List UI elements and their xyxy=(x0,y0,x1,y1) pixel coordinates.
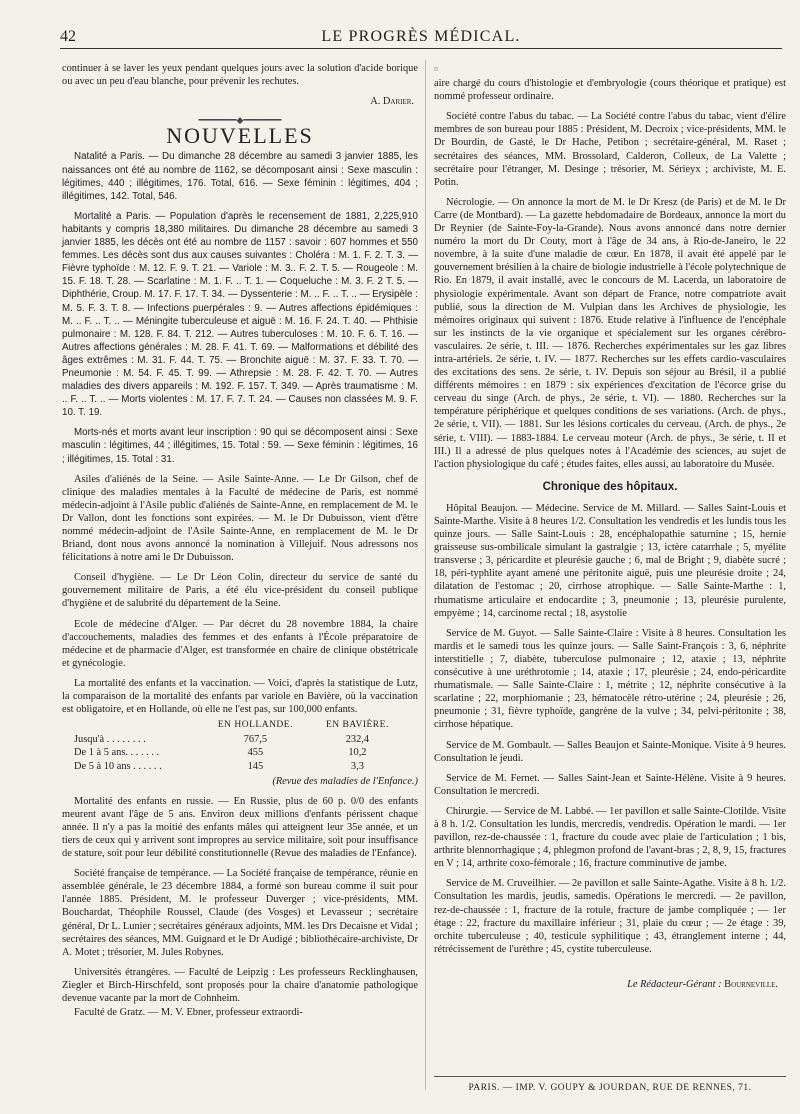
table-cell: 767,5 xyxy=(243,734,268,746)
journal-title: LE PROGRÈS MÉDICAL. xyxy=(321,28,521,45)
vaccination-table xyxy=(74,718,404,772)
section-heading-chronique: Chronique des hôpitaux. xyxy=(542,480,678,493)
table-cell: Jusqu'à . . . . . . . . xyxy=(74,734,146,746)
item-labbe: Chirurgie. — Service de M. Labbé. — 1er pavillon et salle Sainte-Clotilde. Visite à 8 h. 1/2. Consultation les lundis, mercredis, vendredis. Opération le mardi. — 1er pavillon, rez-de-chaussée : 1, fracture du coude avec plaie de l'articulation ; 1 bis, arthrite blennorrhagique ; 4, phlegmon profond de l'avant-bras ; 2, 8, 9, 15, fractures en V ; 14, arthrite coxo-fémorale ; 16, fracture comminutive de jambe. xyxy=(434,805,786,870)
item-necrologie: Nécrologie. — On annonce la mort de M. le Dr Kresz (de Paris) et de M. le Dr Carre (de Montbard). — La gazette hebdomadaire de Bordeaux, annonce la mort du Dr Reynier (de Sainte-Foy-la-Grande). Nous avons annoncé dans notre dernier numéro la mort du Dr Couty, mort à l'âge de 34 ans, à Rio-de-Janeiro, le 22 novembre, à la suite d'une maladie de cœur. En 1878, il avait été appelé par le gouvernement brésilien à la chaire de biologie industrielle à l'école polytechnique de Rio. En 1879, il avait installé, avec le concours de M. Lacerda, un laboratoire de physiologie expérimentale. Avant son départ de France, notre compatriote avait publié, sous la direction de M. Vulpian dans les Archives de physiologie, les mémoires originaux qui suivent : 1876. Etude relative à l'influence de l'encéphale sur les instincts de la vie organique et spécialement sur les organes cérébro-vasculaires. 2e série, t. III. — 1876. Recherches expérimentales sur les gaz libres intra-artériels. 2e série, t. IV. — 1877. Recherches sur les effets cardio-vasculaires des excitations des sens. 2e série, t. IV. Depuis son séjour au Brésil, il a publié différents mémoires : en 1879 : six expériences d'excitation de l'écorce grise du cerveau du singe (Arch. de phys., 2e série, t. VI). — 1880. Recherches sur la température périphérique et quelques conditions de ses variations. (Arch. de phys., 2e série, t. VII). — 1881. Sur les lésions corticales du cerveau. (Arch. de phys., 2e série, t. VIII). — 1883-1884. Le cerveau moteur (Arch. de phys., 3e série, t. II et III.) Il a adressé de plus quelques notes à l'Académie des sciences, au sujet de l'action physiologique du café ; études faites, elles aussi, au laboratoire du Musée. xyxy=(434,196,786,470)
table-cell: 3,3 xyxy=(350,760,364,772)
item-temperance: Société française de tempérance. — La Société française de tempérance, réunie en assemblée générale, le 23 décembre 1884, a formé son bureau comme il suit pour l'année 1885. Président, M. le professeur Duverger ; vice-présidents, MM. Bouchardat, Théophile Roussel, Claude (des Vosges) et Levasseur ; secrétaire général, Dr L. Lunier ; secrétaires généraux adjoints, MM. les Drs Decaisne et Vidal ; secrétaires des séances, MM. Guignard et le Dr Audigé ; bibliothécaire-archiviste, Dr A. Motet ; trésorier, M. Jules Robynes. xyxy=(62,868,418,958)
item-continuation: aire chargé du cours d'histologie et d'embryologie (cours théorique et pratique) est nommé professeur ordinaire. xyxy=(434,78,786,103)
editor-signature xyxy=(434,978,778,991)
section-heading-nouvelles: NOUVELLES xyxy=(166,123,314,149)
table-source: (Revue des maladies de l'Enfance.) xyxy=(272,775,418,787)
table-header xyxy=(74,718,200,733)
item-asiles: Asiles d'aliénés de la Seine. — Asile Sainte-Anne. — Le Dr Gilson, chef de clinique des maladies mentales à la Faculté de médecine de Paris, est nommé médecin-adjoint à l'Asile public d'aliénés de Sainte-Anne, en remplacement de M. le Dr Vallon, dont les fonctions sont expirées. — M. le Dr Dubuisson, vient d'être nommé médecin-adjoint de l'Asile Sainte-Anne, en remplacement de M. le Dr Briand, dont nous avons annoncé la nomination à Villejuif. Nous adressons nos félicitations à notre ami le Dr Dubuisson. xyxy=(62,473,418,564)
editor-name: Bourneville. xyxy=(724,978,778,990)
table-header: EN HOLLANDE. xyxy=(217,720,293,731)
page-number: 42 xyxy=(60,28,76,45)
item-conseil-hygiene: Conseil d'hygiène. — Le Dr Léon Colin, directeur du service de santé du gouvernement militaire de Paris, a été élu vice-président du conseil publique d'hygiène et de salubrité du département de la Seine. xyxy=(62,572,418,610)
table-cell: 455 xyxy=(247,747,264,759)
item-vaccination: La mortalité des enfants et la vaccination. — Voici, d'après la statistique de Lutz, la comparaison de la mortalité des enfants par variole en Bavière, où la vaccination est obligatoire, et en Hollande, où elle ne l'est pas, sur 100,000 enfants. xyxy=(62,677,418,716)
table-row xyxy=(74,760,404,773)
table-cell: De 1 à 5 ans. . . . . . . xyxy=(74,747,160,759)
item-abus-tabac: Société contre l'abus du tabac. — La Société contre l'abus du tabac, vient d'élire membres de son bureau pour 1885 : Président, M. Decroix ; vice-présidents, MM. le Dr Bourdin, de Gasté, le Dr Hache, Petibon ; secrétaire-général, M. Raset ; secrétaires des séances, MM. Brossolard, Calderon, Colleux, de La Valette ; secrétaire pour l'étranger, M. Desinge ; trésorier, M. Sérieyx ; archiviste, M. E. Potin. xyxy=(434,111,786,188)
item-cruveilhier: Service de M. Cruveilhier. — 2e pavillon et salle Sainte-Agathe. Visite à 8 h. 1/2. Consultation les mardis, jeudis, samedis. Opérations le mercredi. — 2e pavillon, rez-de-chaussée : 1, fracture de la rotule, fracture de jambe compliquée ; — 1er étage : 22, fracture du maxillaire inférieur ; 31, plaie du cœur ; — 2e étage : 39, orchite tuberculeuse ; 40, testicule syphilitique ; 43, étranglement interne ; 44, rétrécissement de l'urèthre ; 45, cystite tuberculeuse. xyxy=(434,878,786,955)
item-universites: Universités étrangères. — Faculté de Leipzig : Les professeurs Recklinghausen, Ziegler et Birch-Hirschfeld, sont proposés pour la chaire d'anatomie pathologique devenue vacante par la mort de Cohnheim. xyxy=(62,966,418,1004)
table-header: EN BAVIÈRE. xyxy=(325,720,389,731)
item-mortalite: Mortalité a Paris. — Population d'après le recensement de 1881, 2,225,910 habitants y compris 18,380 militaires. Du dimanche 28 décembre au samedi 3 janvier 1885, les décès ont été au nombre de 1157 : savoir : 607 hommes et 550 femmes. Les décès sont dus aux causes suivantes : Choléra : M. 1. F. 2. T. 3. — Fièvre typhoïde : M. 12. F. 9. T. 21. — Variole : M. 3.. F. 2. T. 5. — Rougeole : M. 15. F. 18. T. 28. — Scarlatine : M. 1. F. .. T. 1. — Coqueluche : M. 3. F. 2 T. 5. — Diphthérie, Croup. M. 17. F. 17. T. 34. — Dyssenterie : M. .. F. .. T. .. — Erysipèle : M. 5. F. 3. T. 8. — Infections puerpérales : 9. — Autres affections épidémiques : M. .. F. .. T. .. — Méningite tuberculeuse et aiguë : M. 16. F. 24. T. 40. — Phthisie pulmonaire : M. 128. F. 84. T. 212. — Autres tuberculoses : M. 10. F. 6. T. 16. — Autres affections générales : M. 28. F. 41. T. 69. — Malformations et débilité des âges extrêmes : M. 31. F. 44. T. 75. — Bronchite aiguë : M. 37. F. 33. T. 70. — Pneumonie : M. 54. F. 45. T. 99. — Athrepsie : M. 28. F. 42. T. 70. — Autres maladies des divers appareils : M. 192. F. 157. T. 349. — Après traumatisme : M. .. F. .. T. .. — Morts violentes : M. 17. F. 7. T. 24. — Causes non classées M. 9. F. 10. T. 19. xyxy=(62,210,418,419)
table-cell: 145 xyxy=(247,760,264,772)
table-cell: 10,2 xyxy=(348,747,367,759)
table-row xyxy=(74,746,404,759)
right-column xyxy=(434,62,786,991)
item-fernet: Service de M. Fernet. — Salles Saint-Jean et Sainte-Hélène. Visite à 9 heures. Consultation le mercredi. xyxy=(434,772,786,797)
author-signature: A. Darier. xyxy=(370,96,414,108)
item-ecole-alger: Ecole de médecine d'Alger. — Par décret du 28 novembre 1884, la chaire d'accouchements, maladies des femmes et des enfants à l'École préparatoire de médecine et de pharmacie d'Alger, est transformée en chaire de clinique obstétricale et gynécologie. xyxy=(62,618,418,669)
item-russie: Mortalité des enfants en russie. — En Russie, plus de 60 p. 0/0 des enfants meurent avant l'âge de 5 ans. Environ deux millions d'enfants périssent chaque année. Il n'y a pas la moitié des enfants mâles qui atteignent leur 35e année, et un tiers de ceux qui y arrivent sont impropres au service militaire, soit pour insuffisance de stature, soit pour leur débilité constitutionnelle (Revue des maladies de l'Enfance). xyxy=(62,795,418,860)
printer-imprint: PARIS. — IMP. V. GOUPY & JOURDAN, RUE DE RENNES, 71. xyxy=(434,1076,786,1093)
table-cell: De 5 à 10 ans . . . . . . xyxy=(74,760,162,772)
item-natalite: Natalité a Paris. — Du dimanche 28 décembre au samedi 3 janvier 1885, les naissances ont été au nombre de 1162, se décomposant ainsi : Sexe masculin : légitimes, 440 ; illégitimes, 176. Total, 616. — Sexe féminin : légitimes, 404 ; illégitimes, 142. Total, 546. xyxy=(62,151,418,202)
item-beaujon: Hôpital Beaujon. — Médecine. Service de M. Millard. — Salles Saint-Louis et Sainte-Marthe. Visite à 8 heures 1/2. Consultation les vendredis et les lundis tous les quinze jours. — Salle Saint-Louis : 28, encéphalopathie saturnine ; 15, hernie graisseuse sus-ombilicale simulant la gastralgie ; 13, ictère catarrhale ; 5, myélite transverse ; 3, péricardite et pleurésie gauche ; 6, mal de Bright ; 9, diabète sucré ; 18, péri-typhlite ayant amené une péritonite aiguë, puis une pleurésie droite ; 24, dilatation de l'estomac ; 20, cirrhose atrophique. — Salle Sainte-Marthe : 1, rhumatisme articulaire et endocardite ; 3, pneumonie ; 13, pleurésie purulente, empyème ; 14, carcinome rectal ; 18, asystolie xyxy=(434,502,786,619)
page-mark: n xyxy=(434,64,438,73)
left-column xyxy=(62,62,418,1026)
item-guyot: Service de M. Guyot. — Salle Sainte-Claire : Visite à 8 heures. Consultation les mardis et le samedi tous les quinze jours. — Salle Saint-François : 3, 6, néphrite interstitielle ; 7, diabète, tuberculose pulmonaire ; 12, ataxie ; 13, néphrite consécutive à une uréthrotomie ; 14, ataxie ; 17, pleurésie ; 24, endo-péricardite rhumatismale. — Salle Sainte-Claire : 1, métrite ; 12, néphrite consécutive à la scarlatine ; 22, morphiomanie ; 23, hématocèle rétro-utérine ; 24, pleurésie ; 26, pneumonie ; 31, fièvre typhoïde, gangrène de la vulve ; 34, pelvi-péritonite ; 38, cirrhose hépatique. xyxy=(434,627,786,731)
item-gombault: Service de M. Gombault. — Salles Beaujon et Sainte-Monique. Visite à 9 heures. Consultation le jeudi. xyxy=(434,739,786,764)
item-morts-nes: Morts-nés et morts avant leur inscription : 90 qui se décomposent ainsi : Sexe masculin : légitimes, 44 ; illégitimes, 15. Total : 59. — Sexe féminin : légitimes, 16 ; illégitimes, 15. Total : 31. xyxy=(62,427,418,465)
item-gratz: Faculté de Gratz. — M. V. Ebner, professeur extraordi- xyxy=(74,1007,303,1019)
page-header xyxy=(60,28,782,49)
table-cell: 232,4 xyxy=(345,734,370,746)
column-divider xyxy=(425,60,426,1090)
article-ending: continuer à se laver les yeux pendant quelques jours avec la solution d'acide borique ou avec un peu d'eau blanche, pour prévenir les rechutes. xyxy=(62,63,418,88)
ornamental-rule: ━━━━━━━◆━━━━━━━ xyxy=(198,115,282,126)
table-row xyxy=(74,733,404,746)
editor-label: Le Rédacteur-Gérant : xyxy=(627,978,722,990)
